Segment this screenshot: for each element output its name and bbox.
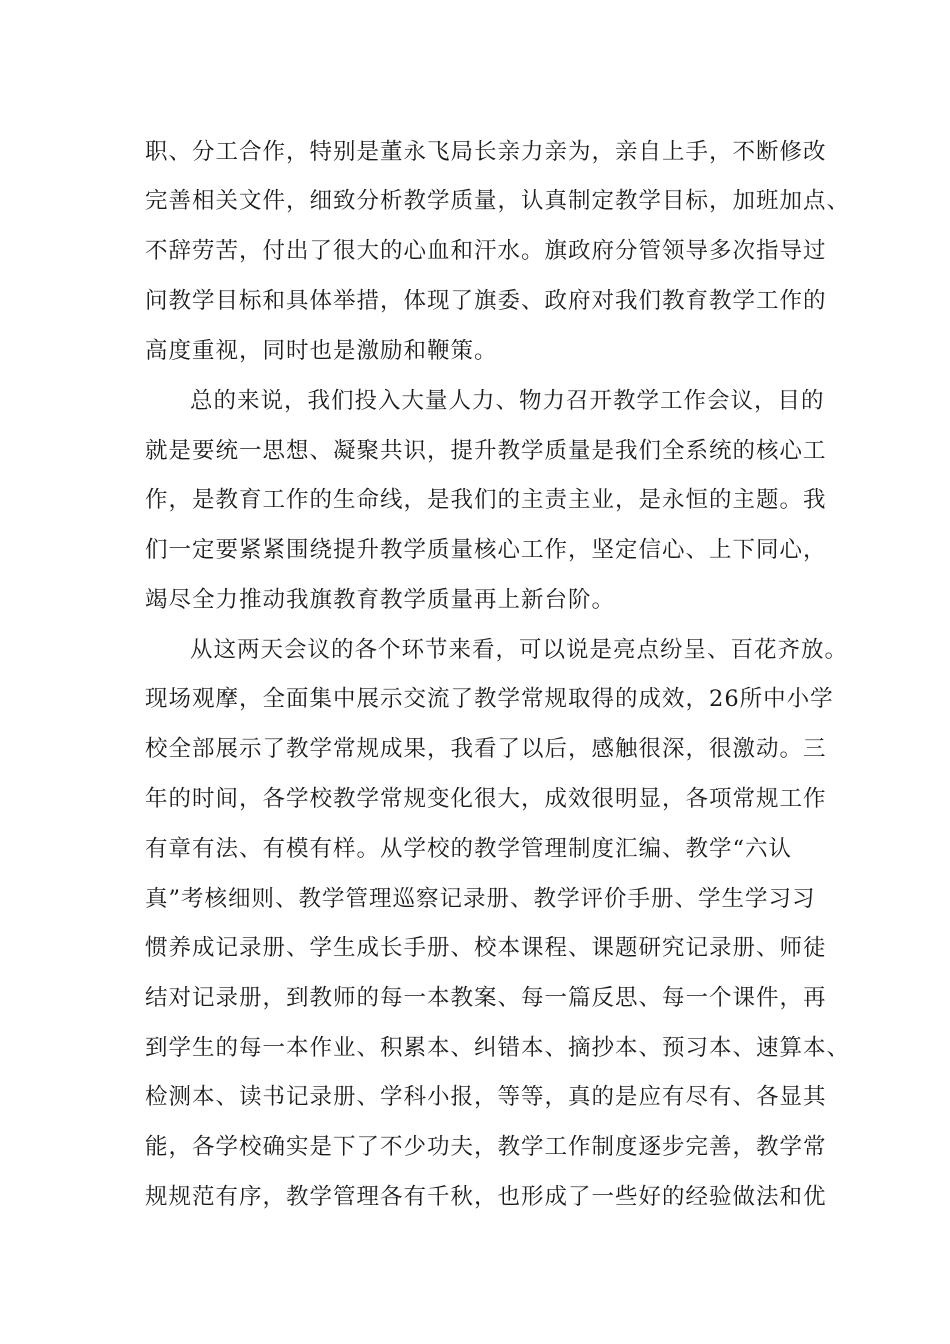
paragraph-3-line-7: 惯养成记录册、学生成长手册、校本课程、课题研究记录册、师徒 bbox=[145, 935, 827, 961]
paragraph-3-line-2: 现场观摩，全面集中展示交流了教学常规取得的成效，26所中小学 bbox=[145, 686, 834, 712]
paragraph-1-line-1: 职、分工合作，特别是董永飞局长亲力亲为，亲自上手，不断修改 bbox=[145, 139, 827, 165]
paragraph-3-line-5: 有章有法、有模有样。从学校的教学管理制度汇编、教学“六认 bbox=[145, 836, 793, 862]
paragraph-2-line-3: 作，是教育工作的生命线，是我们的主责主业，是永恒的主题。我 bbox=[145, 487, 827, 513]
paragraph-2-line-5: 竭尽全力推动我旗教育教学质量再上新台阶。 bbox=[145, 587, 616, 613]
paragraph-2-line-4: 们一定要紧紧围绕提升教学质量核心工作，坚定信心、上下同心， bbox=[145, 537, 827, 563]
paragraph-3-line-4: 年的时间，各学校教学常规变化很大，成效很明显，各项常规工作 bbox=[145, 786, 827, 812]
paragraph-1-line-5: 高度重视，同时也是激励和鞭策。 bbox=[145, 338, 498, 364]
paragraph-3-line-1: 从这两天会议的各个环节来看，可以说是亮点纷呈、百花齐放。 bbox=[190, 637, 849, 663]
paragraph-3-line-9: 到学生的每一本作业、积累本、纠错本、摘抄本、预习本、速算本、 bbox=[145, 1035, 851, 1061]
paragraph-3-line-11: 能，各学校确实是下了不少功夫，教学工作制度逐步完善，教学常 bbox=[145, 1134, 827, 1160]
paragraph-3-line-6: 真”考核细则、教学管理巡察记录册、教学评价手册、学生学习习 bbox=[145, 886, 816, 912]
paragraph-3-line-8: 结对记录册，到教师的每一本教案、每一篇反思、每一个课件，再 bbox=[145, 985, 827, 1011]
paragraph-3-line-3: 校全部展示了教学常规成果，我看了以后，感触很深，很激动。三 bbox=[145, 736, 827, 762]
paragraph-2-line-1: 总的来说，我们投入大量人力、物力召开教学工作会议，目的 bbox=[190, 388, 825, 414]
paragraph-1-line-4: 问教学目标和具体举措，体现了旗委、政府对我们教育教学工作的 bbox=[145, 288, 827, 314]
paragraph-1-line-2: 完善相关文件，细致分析教学质量，认真制定教学目标，加班加点、 bbox=[145, 188, 851, 214]
paragraph-3-line-12: 规规范有序，教学管理各有千秋，也形成了一些好的经验做法和优 bbox=[145, 1184, 827, 1210]
paragraph-1-line-3: 不辞劳苦，付出了很大的心血和汗水。旗政府分管领导多次指导过 bbox=[145, 238, 827, 264]
paragraph-3-line-10: 检测本、读书记录册、学科小报，等等，真的是应有尽有、各显其 bbox=[145, 1084, 827, 1110]
paragraph-2-line-2: 就是要统一思想、凝聚共识，提升教学质量是我们全系统的核心工 bbox=[145, 438, 827, 464]
